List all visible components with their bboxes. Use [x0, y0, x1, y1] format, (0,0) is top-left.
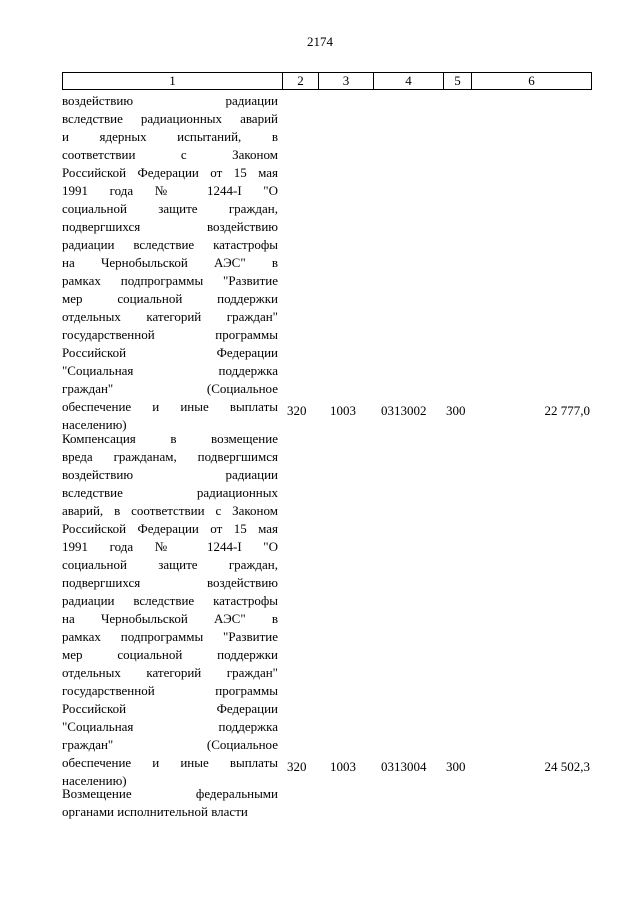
description-line: подвергшихся воздействию: [62, 575, 278, 590]
column-header-2: 2: [283, 73, 319, 89]
description-line: Компенсация в возмещение: [62, 431, 278, 446]
cell-col-4: 0313002: [381, 403, 427, 418]
description-line: органами исполнительной власти: [62, 804, 248, 819]
description-line: 1991 года № 1244-I "О: [62, 539, 278, 554]
description-line: обеспечение и иные выплаты: [62, 755, 278, 770]
description-line: Возмещение федеральными: [62, 786, 278, 801]
table-row: [62, 785, 592, 825]
description-line: населению): [62, 417, 127, 432]
description-line: социальной защите граждан,: [62, 201, 278, 216]
cell-col-2: 320: [287, 403, 307, 418]
cell-col-3: 1003: [330, 403, 356, 418]
description-line: вследствие радиационных: [62, 485, 278, 500]
column-header-1: 1: [63, 73, 283, 89]
description-line: подвергшихся воздействию: [62, 219, 278, 234]
description-line: воздействию радиации: [62, 93, 278, 108]
cell-col-6: 24 502,3: [544, 759, 590, 774]
table-header-row: [62, 72, 592, 90]
description-line: радиации вследствие катастрофы: [62, 593, 278, 608]
page-number: 2174: [307, 34, 333, 49]
description-line: Российской Федерации: [62, 345, 278, 360]
cell-col-3: 1003: [330, 759, 356, 774]
description-line: и ядерных испытаний, в: [62, 129, 278, 144]
description-line: радиации вследствие катастрофы: [62, 237, 278, 252]
description-line: вреда гражданам, подвергшимся: [62, 449, 278, 464]
description-line: государственной программы: [62, 683, 278, 698]
description-line: 1991 года № 1244-I "О: [62, 183, 278, 198]
cell-col-4: 0313004: [381, 759, 427, 774]
column-header-4: 4: [374, 73, 444, 89]
description-line: отдельных категорий граждан": [62, 665, 278, 680]
row-description: [62, 430, 278, 790]
description-line: на Чернобыльской АЭС" в: [62, 255, 278, 270]
description-line: вследствие радиационных аварий: [62, 111, 278, 126]
description-line: граждан" (Социальное: [62, 737, 278, 752]
description-line: обеспечение и иные выплаты: [62, 399, 278, 414]
cell-col-5: 300: [446, 759, 466, 774]
description-line: Российской Федерации от 15 мая: [62, 165, 278, 180]
table-row: [62, 430, 592, 790]
description-line: государственной программы: [62, 327, 278, 342]
description-line: рамках подпрограммы "Развитие: [62, 629, 278, 644]
column-header-5: 5: [444, 73, 472, 89]
description-line: "Социальная поддержка: [62, 719, 278, 734]
description-line: рамках подпрограммы "Развитие: [62, 273, 278, 288]
description-line: аварий, в соответствии с Законом: [62, 503, 278, 518]
cell-col-6: 22 777,0: [544, 403, 590, 418]
description-line: воздействию радиации: [62, 467, 278, 482]
row-description: [62, 92, 278, 434]
description-line: Российской Федерации от 15 мая: [62, 521, 278, 536]
description-line: населению): [62, 773, 127, 788]
description-line: отдельных категорий граждан": [62, 309, 278, 324]
description-line: Российской Федерации: [62, 701, 278, 716]
cell-col-5: 300: [446, 403, 466, 418]
description-line: мер социальной поддержки: [62, 291, 278, 306]
column-header-6: 6: [528, 73, 535, 88]
description-line: на Чернобыльской АЭС" в: [62, 611, 278, 626]
row-description: [62, 785, 278, 821]
cell-col-2: 320: [287, 759, 307, 774]
description-line: мер социальной поддержки: [62, 647, 278, 662]
column-header-3: 3: [319, 73, 374, 89]
table-row: [62, 92, 592, 442]
description-line: граждан" (Социальное: [62, 381, 278, 396]
description-line: "Социальная поддержка: [62, 363, 278, 378]
description-line: социальной защите граждан,: [62, 557, 278, 572]
description-line: соответствии с Законом: [62, 147, 278, 162]
